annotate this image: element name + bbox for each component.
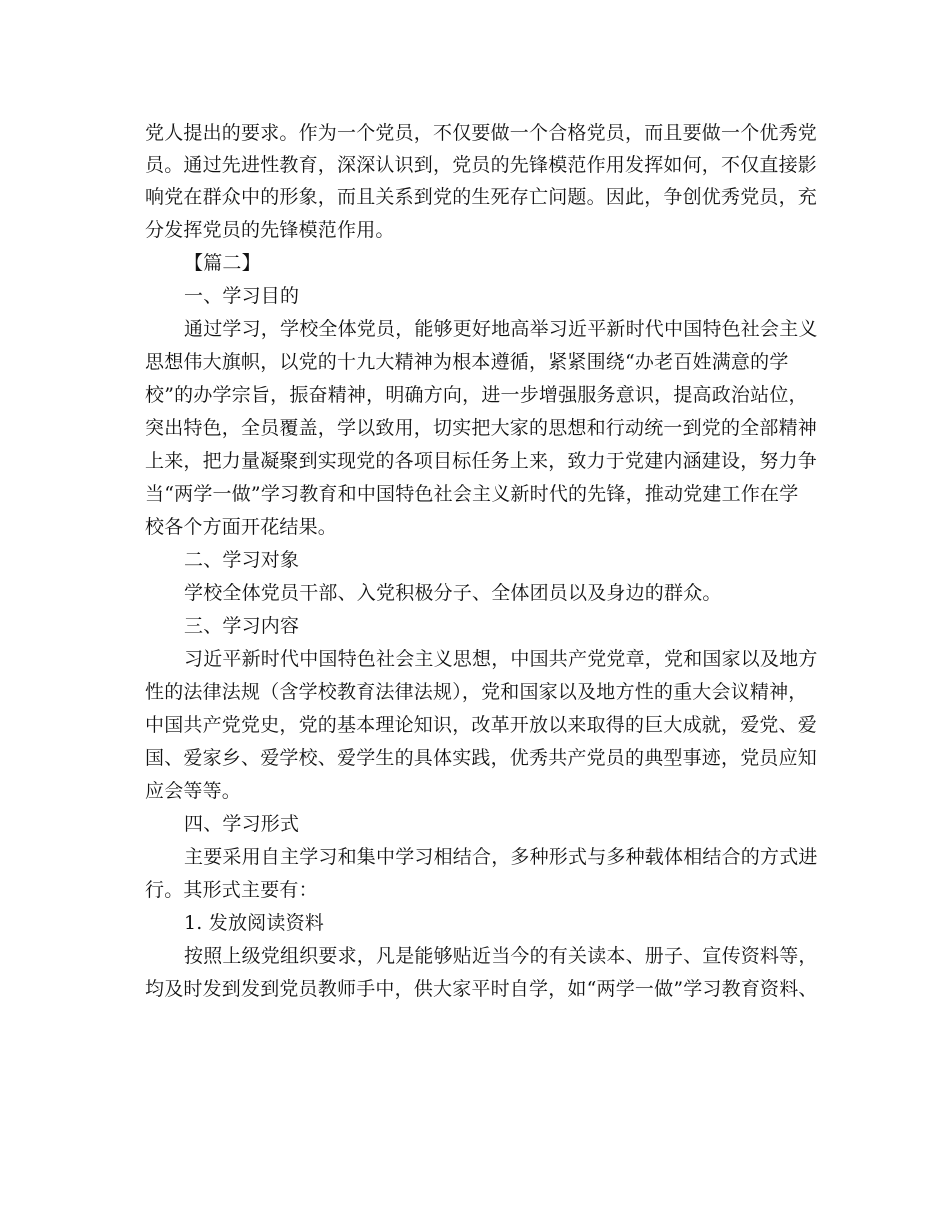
text-line: 党人提出的要求。作为一个党员，不仅要做一个合格党员，而且要做一个优秀党	[145, 122, 818, 144]
subsection-heading: 1. 发放阅读资料	[184, 912, 324, 934]
text-line: 分发挥党员的先锋模范作用。	[145, 219, 395, 241]
text-line: 性的法律法规（含学校教育法律法规），党和国家以及地方性的重大会议精神，	[145, 681, 808, 703]
text-line: 主要采用自主学习和集中学习相结合，多种形式与多种载体相结合的方式进	[184, 846, 818, 868]
text-line: 习近平新时代中国特色社会主义思想，中国共产党党章，党和国家以及地方	[184, 648, 818, 670]
text-line: 上来，把力量凝聚到实现党的各项目标任务上来，致力于党建内涵建设，努力争	[145, 450, 818, 472]
text-line: 当“两学一做”学习教育和中国特色社会主义新时代的先锋，推动党建工作在学	[145, 483, 799, 505]
section-heading: 三、学习内容	[184, 615, 300, 637]
section-heading: 一、学习目的	[184, 285, 300, 307]
text-line: 响党在群众中的形象，而且关系到党的生死存亡问题。因此，争创优秀党员，充	[145, 186, 818, 208]
section-heading: 四、学习形式	[184, 813, 300, 835]
text-line: 学校全体党员干部、入党积极分子、全体团员以及身边的群众。	[184, 582, 722, 604]
text-line: 行。其形式主要有：	[145, 879, 318, 901]
text-line: 中国共产党党史，党的基本理论知识，改革开放以来取得的巨大成就，爱党、爱	[145, 714, 818, 736]
text-line: 应会等等。	[145, 780, 242, 802]
section-heading: 【篇二】	[184, 252, 261, 274]
text-line: 突出特色，全员覆盖，学以致用，切实把大家的思想和行动统一到党的全部精神	[145, 417, 818, 439]
text-line: 国、爱家乡、爱学校、爱学生的具体实践，优秀共产党员的典型事迹，党员应知	[145, 747, 818, 769]
text-line: 校各个方面开花结果。	[145, 516, 338, 538]
text-line: 思想伟大旗帜，以党的十九大精神为根本遵循，紧紧围绕“办老百姓满意的学	[145, 351, 789, 373]
text-line: 均及时发到发到党员教师手中，供大家平时自学，如“两学一做”学习教育资料、	[145, 978, 818, 1000]
text-line: 校”的办学宗旨，振奋精神，明确方向，进一步增强服务意识，提高政治站位，	[145, 384, 808, 406]
text-line: 员。通过先进性教育，深深认识到，党员的先锋模范作用发挥如何，不仅直接影	[145, 154, 818, 176]
text-line: 通过学习，学校全体党员，能够更好地高举习近平新时代中国特色社会主义	[184, 318, 818, 340]
section-heading: 二、学习对象	[184, 549, 300, 571]
text-line: 按照上级党组织要求，凡是能够贴近当今的有关读本、册子、宣传资料等，	[184, 945, 818, 967]
